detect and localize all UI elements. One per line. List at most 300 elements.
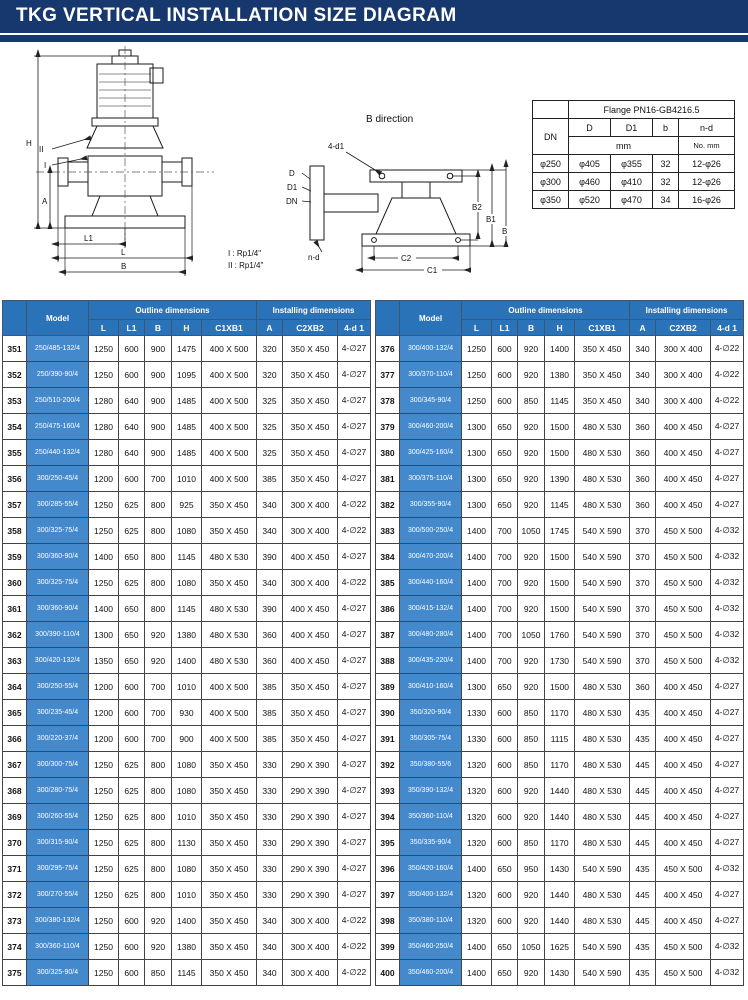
- model-cell: 300/270-55/4: [27, 882, 89, 908]
- dimension-cell: 625: [119, 492, 145, 518]
- dimension-cell: 600: [492, 336, 518, 362]
- dimension-cell: 325: [257, 414, 283, 440]
- dimension-cell: 1250: [462, 362, 492, 388]
- dimension-cell: 1050: [518, 518, 545, 544]
- dimension-cell: 650: [492, 856, 518, 882]
- dimension-cell: 330: [257, 778, 283, 804]
- model-cell: 350/380-110/4: [400, 908, 462, 934]
- dimension-cell: 950: [518, 856, 545, 882]
- dimension-cell: 540 X 590: [575, 570, 630, 596]
- dimension-cell: 370: [630, 622, 656, 648]
- row-number-cell: 381: [376, 466, 400, 492]
- dimension-cell: 650: [119, 622, 145, 648]
- installing-group-header: Installing dimensions: [257, 301, 371, 320]
- dimension-cell: 920: [518, 544, 545, 570]
- dimension-cell: 350 X 450: [283, 726, 338, 752]
- dim-label-c1: C1: [427, 266, 438, 275]
- dimension-cell: 920: [145, 648, 172, 674]
- dimension-cell: 450 X 500: [656, 518, 711, 544]
- dimension-cell: 1400: [462, 570, 492, 596]
- dimension-cell: 480 X 530: [575, 752, 630, 778]
- dimension-cell: 400 X 450: [656, 804, 711, 830]
- dimension-cell: 400 X 500: [202, 362, 257, 388]
- table-row: [3, 518, 371, 544]
- dimension-cell: 435: [630, 700, 656, 726]
- dim-label-nd: n-d: [308, 253, 320, 262]
- col-model-header: Model: [27, 301, 89, 336]
- dimension-cell: 800: [145, 544, 172, 570]
- dimension-cell: 4-∅32: [711, 570, 744, 596]
- dimension-cell: 4-∅27: [338, 388, 371, 414]
- dimension-cell: 4-∅32: [711, 622, 744, 648]
- row-number-cell: 368: [3, 778, 27, 804]
- dimension-cell: 1400: [462, 934, 492, 960]
- dimension-cell: 1390: [545, 466, 575, 492]
- dimension-cell: 340: [257, 908, 283, 934]
- dimension-cell: 360: [630, 674, 656, 700]
- dimension-cell: 600: [492, 830, 518, 856]
- row-number-cell: 383: [376, 518, 400, 544]
- dimension-cell: 445: [630, 830, 656, 856]
- model-cell: 300/400-132/4: [400, 336, 462, 362]
- dimension-cell: 920: [518, 804, 545, 830]
- dimension-cell: 1130: [172, 830, 202, 856]
- flange-col-nd: n-d: [679, 119, 735, 137]
- flange-cell: 32: [653, 173, 679, 191]
- dimension-cell: 800: [145, 804, 172, 830]
- table-row: [376, 388, 744, 414]
- table-row: [3, 336, 371, 362]
- dimension-cell: 700: [492, 622, 518, 648]
- dimension-cell: 300 X 400: [656, 388, 711, 414]
- table-row: [533, 119, 735, 137]
- dimension-cell: 650: [119, 596, 145, 622]
- dimension-cell: 600: [119, 960, 145, 986]
- dimension-cell: 385: [257, 700, 283, 726]
- row-number-cell: 377: [376, 362, 400, 388]
- table-row: [376, 648, 744, 674]
- dimension-cell: 350 X 450: [202, 570, 257, 596]
- model-cell: 300/220-37/4: [27, 726, 89, 752]
- flange-col-b: b: [653, 119, 679, 137]
- dimension-cell: 385: [257, 466, 283, 492]
- model-cell: 250/390-90/4: [27, 362, 89, 388]
- dimension-cell: 450 X 500: [656, 570, 711, 596]
- dimension-cell: 360: [630, 492, 656, 518]
- dimension-cell: 400 X 450: [656, 830, 711, 856]
- port-label-ii: II: [39, 145, 44, 154]
- dimension-cell: 800: [145, 492, 172, 518]
- row-number-cell: 398: [376, 908, 400, 934]
- table-row: [533, 191, 735, 209]
- dimension-cell: 1400: [462, 544, 492, 570]
- model-cell: 300/250-45/4: [27, 466, 89, 492]
- dimension-cell: 920: [518, 492, 545, 518]
- dimension-cell: 4-∅22: [711, 336, 744, 362]
- note-port-ii: II : Rp1/4": [228, 261, 264, 270]
- table-header-row: [376, 301, 744, 320]
- dimension-cell: 480 X 530: [575, 908, 630, 934]
- spec-table-left: [2, 300, 371, 986]
- table-row: [3, 908, 371, 934]
- dimension-cell: 370: [630, 518, 656, 544]
- dimension-cell: 400 X 450: [656, 778, 711, 804]
- dimension-cell: 400 X 500: [202, 674, 257, 700]
- dimension-cell: 400 X 450: [656, 414, 711, 440]
- dimension-cell: 350 X 450: [202, 830, 257, 856]
- dimension-cell: 445: [630, 752, 656, 778]
- dimension-cell: 360: [630, 466, 656, 492]
- dimension-cell: 1250: [462, 388, 492, 414]
- dimension-cell: 290 X 390: [283, 752, 338, 778]
- row-number-cell: 364: [3, 674, 27, 700]
- row-number-cell: 396: [376, 856, 400, 882]
- dimension-cell: 1380: [545, 362, 575, 388]
- dimension-cell: 650: [492, 414, 518, 440]
- model-cell: 350/460-200/4: [400, 960, 462, 986]
- dimension-cell: 1400: [462, 518, 492, 544]
- title-underline: [0, 33, 748, 35]
- dimension-cell: 1145: [172, 596, 202, 622]
- dimension-cell: 340: [630, 388, 656, 414]
- dimension-cell: 1760: [545, 622, 575, 648]
- row-number-cell: 355: [3, 440, 27, 466]
- dimension-cell: 1430: [545, 960, 575, 986]
- flange-cell: φ470: [611, 191, 653, 209]
- table-row: [3, 960, 371, 986]
- dimension-cell: 4-∅27: [338, 856, 371, 882]
- dimension-cell: 1115: [545, 726, 575, 752]
- model-cell: 250/440-132/4: [27, 440, 89, 466]
- table-row: [376, 778, 744, 804]
- dimension-cell: 600: [119, 362, 145, 388]
- spec-tables: [0, 298, 748, 986]
- dimension-cell: 350 X 450: [202, 804, 257, 830]
- dimension-cell: 1400: [545, 336, 575, 362]
- row-number-cell: 393: [376, 778, 400, 804]
- dimension-cell: 1500: [545, 674, 575, 700]
- col-model-header: Model: [400, 301, 462, 336]
- dimension-cell: 1250: [89, 362, 119, 388]
- dimension-cell: 4-∅32: [711, 518, 744, 544]
- dimension-cell: 400 X 500: [202, 336, 257, 362]
- dimension-cell: 350 X 450: [202, 934, 257, 960]
- dim-label-c2: C2: [401, 254, 412, 263]
- dimension-cell: 350 X 450: [575, 362, 630, 388]
- table-row: [3, 466, 371, 492]
- table-row: [376, 362, 744, 388]
- dimension-cell: 1500: [545, 570, 575, 596]
- dimension-cell: 1745: [545, 518, 575, 544]
- dimension-cell: 400 X 450: [656, 700, 711, 726]
- dimension-cell: 625: [119, 856, 145, 882]
- dimension-cell: 1250: [89, 856, 119, 882]
- dimension-cell: 920: [518, 440, 545, 466]
- row-number-cell: 373: [3, 908, 27, 934]
- table-row: [3, 622, 371, 648]
- dimension-cell: 400 X 450: [656, 674, 711, 700]
- dimension-cell: 435: [630, 856, 656, 882]
- model-cell: 350/380-55/6: [400, 752, 462, 778]
- row-number-cell: 358: [3, 518, 27, 544]
- dimension-cell: 480 X 530: [575, 414, 630, 440]
- row-number-cell: 371: [3, 856, 27, 882]
- dimension-cell: 1280: [89, 414, 119, 440]
- dimension-cell: 4-∅27: [338, 830, 371, 856]
- flange-cell: φ350: [533, 191, 569, 209]
- table-row: [3, 700, 371, 726]
- flange-unit-mm: mm: [569, 137, 679, 155]
- dimension-cell: 1200: [89, 700, 119, 726]
- dimension-cell: 400 X 450: [656, 752, 711, 778]
- dimension-cell: 1300: [462, 466, 492, 492]
- dimension-cell: 700: [145, 700, 172, 726]
- dimension-cell: 300 X 400: [283, 518, 338, 544]
- dimension-cell: 800: [145, 882, 172, 908]
- dim-label-b1: B1: [486, 215, 496, 224]
- model-cell: 350/400-132/4: [400, 882, 462, 908]
- row-number-cell: 365: [3, 700, 27, 726]
- dimension-cell: 600: [492, 908, 518, 934]
- dimension-cell: 450 X 500: [656, 934, 711, 960]
- dimension-cell: 1250: [462, 336, 492, 362]
- table-row: [3, 414, 371, 440]
- dimension-cell: 4-∅27: [338, 804, 371, 830]
- dimension-cell: 4-∅32: [711, 856, 744, 882]
- dimension-cell: 1300: [462, 674, 492, 700]
- dimension-cell: 300 X 400: [656, 362, 711, 388]
- dimension-cell: 1050: [518, 934, 545, 960]
- dimension-cell: 920: [145, 908, 172, 934]
- dimension-cell: 1485: [172, 440, 202, 466]
- dimension-cell: 700: [145, 674, 172, 700]
- dimension-cell: 4-∅27: [711, 440, 744, 466]
- dimension-cell: 1145: [172, 544, 202, 570]
- dimension-cell: 480 X 530: [575, 674, 630, 700]
- flange-cell: φ405: [569, 155, 611, 173]
- dimension-cell: 625: [119, 752, 145, 778]
- dimension-cell: 400 X 500: [202, 466, 257, 492]
- dimension-cell: 290 X 390: [283, 778, 338, 804]
- model-cell: 300/390-110/4: [27, 622, 89, 648]
- dimension-cell: 350 X 450: [283, 700, 338, 726]
- row-number-cell: 372: [3, 882, 27, 908]
- dimension-cell: 600: [119, 700, 145, 726]
- table-row: [376, 908, 744, 934]
- dimension-cell: 1250: [89, 960, 119, 986]
- dimension-cell: 4-∅27: [338, 622, 371, 648]
- dimension-cell: 4-∅22: [338, 934, 371, 960]
- model-cell: 300/295-75/4: [27, 856, 89, 882]
- dimension-cell: 445: [630, 882, 656, 908]
- dimension-cell: 1250: [89, 570, 119, 596]
- dimension-cell: 640: [119, 440, 145, 466]
- dimension-cell: 350 X 450: [202, 882, 257, 908]
- dimension-cell: 450 X 500: [656, 856, 711, 882]
- flange-table-title: Flange PN16-GB4216.5: [569, 101, 735, 119]
- col-header-l: L: [89, 320, 119, 336]
- dimension-cell: 1440: [545, 908, 575, 934]
- col-header-a: A: [630, 320, 656, 336]
- table-row: [376, 440, 744, 466]
- dimension-cell: 625: [119, 778, 145, 804]
- dimension-cell: 340: [257, 518, 283, 544]
- row-number-cell: 360: [3, 570, 27, 596]
- dimension-cell: 1080: [172, 570, 202, 596]
- dimension-cell: 540 X 590: [575, 856, 630, 882]
- dimension-cell: 1400: [462, 960, 492, 986]
- installing-group-header: Installing dimensions: [630, 301, 744, 320]
- row-number-cell: 392: [376, 752, 400, 778]
- dimension-cell: 800: [145, 778, 172, 804]
- dimension-cell: 1320: [462, 778, 492, 804]
- flange-cell: 34: [653, 191, 679, 209]
- dimension-cell: 650: [119, 544, 145, 570]
- dimension-cell: 600: [119, 726, 145, 752]
- flange-cell: φ410: [611, 173, 653, 191]
- dimension-cell: 390: [257, 596, 283, 622]
- row-number-cell: 399: [376, 934, 400, 960]
- table-row: [3, 830, 371, 856]
- table-row: [376, 700, 744, 726]
- dimension-cell: 4-∅22: [711, 362, 744, 388]
- dimension-cell: 600: [492, 362, 518, 388]
- dimension-cell: 540 X 590: [575, 544, 630, 570]
- dimension-cell: 1440: [545, 882, 575, 908]
- table-row: [376, 674, 744, 700]
- dimension-cell: 700: [492, 596, 518, 622]
- dimension-cell: 400 X 500: [202, 414, 257, 440]
- dimension-cell: 330: [257, 752, 283, 778]
- table-row: [376, 934, 744, 960]
- dimension-cell: 400 X 450: [283, 596, 338, 622]
- dimension-cell: 4-∅27: [338, 700, 371, 726]
- model-cell: 350/390-132/4: [400, 778, 462, 804]
- dimension-cell: 1250: [89, 778, 119, 804]
- dimension-cell: 350 X 450: [202, 908, 257, 934]
- row-number-cell: 375: [3, 960, 27, 986]
- table-row: [376, 414, 744, 440]
- dimension-cell: 350 X 450: [283, 336, 338, 362]
- dimension-cell: 1200: [89, 466, 119, 492]
- dimension-cell: 700: [145, 466, 172, 492]
- flange-table: [532, 100, 735, 209]
- dimension-cell: 1320: [462, 804, 492, 830]
- model-cell: 350/305-75/4: [400, 726, 462, 752]
- dimension-cell: 370: [630, 596, 656, 622]
- dimension-cell: 480 X 530: [575, 830, 630, 856]
- dimension-cell: 540 X 590: [575, 596, 630, 622]
- dim-label-dn: DN: [286, 197, 298, 206]
- flange-col-dn: DN: [533, 119, 569, 155]
- dimension-cell: 350 X 450: [283, 362, 338, 388]
- dimension-cell: 300 X 400: [283, 492, 338, 518]
- dimension-cell: 1400: [462, 596, 492, 622]
- col-header-l1: L1: [119, 320, 145, 336]
- row-number-cell: 352: [3, 362, 27, 388]
- dimension-cell: 540 X 590: [575, 518, 630, 544]
- dimension-cell: 480 X 530: [202, 596, 257, 622]
- table-row: [3, 752, 371, 778]
- dimension-cell: 4-∅27: [711, 752, 744, 778]
- dimension-cell: 350 X 450: [202, 960, 257, 986]
- table-row: [376, 544, 744, 570]
- dimension-cell: 4-∅22: [711, 388, 744, 414]
- dimension-cell: 1500: [545, 544, 575, 570]
- dimension-cell: 1300: [89, 622, 119, 648]
- model-cell: 300/425-160/4: [400, 440, 462, 466]
- dimension-cell: 700: [492, 518, 518, 544]
- row-number-cell: 369: [3, 804, 27, 830]
- dimension-cell: 800: [145, 830, 172, 856]
- dimension-cell: 900: [145, 440, 172, 466]
- model-cell: 300/375-110/4: [400, 466, 462, 492]
- model-cell: 300/280-75/4: [27, 778, 89, 804]
- dimension-cell: 920: [518, 674, 545, 700]
- dimension-cell: 540 X 590: [575, 960, 630, 986]
- dimension-cell: 1250: [89, 336, 119, 362]
- table-row: [376, 622, 744, 648]
- row-number-cell: 354: [3, 414, 27, 440]
- dimension-cell: 4-∅22: [338, 570, 371, 596]
- dimension-cell: 850: [518, 700, 545, 726]
- table-row: [376, 804, 744, 830]
- dimension-cell: 1320: [462, 752, 492, 778]
- dimension-cell: 1280: [89, 388, 119, 414]
- dimension-cell: 4-∅27: [711, 674, 744, 700]
- dimension-cell: 1330: [462, 726, 492, 752]
- table-row: [3, 934, 371, 960]
- dimension-cell: 325: [257, 440, 283, 466]
- dimension-cell: 640: [119, 414, 145, 440]
- dimension-cell: 400 X 450: [656, 440, 711, 466]
- model-cell: 300/420-132/4: [27, 648, 89, 674]
- table-row: [533, 173, 735, 191]
- dimension-cell: 4-∅27: [338, 674, 371, 700]
- dimension-cell: 4-∅27: [711, 804, 744, 830]
- dimension-cell: 800: [145, 570, 172, 596]
- dimension-cell: 480 X 530: [575, 492, 630, 518]
- dimension-cell: 1400: [89, 544, 119, 570]
- dimension-cell: 350 X 450: [283, 440, 338, 466]
- dimension-cell: 1170: [545, 830, 575, 856]
- dimension-cell: 480 X 530: [202, 648, 257, 674]
- dimension-cell: 300 X 400: [283, 908, 338, 934]
- table-header-row: [3, 301, 371, 320]
- row-number-cell: 387: [376, 622, 400, 648]
- dimension-cell: 920: [518, 414, 545, 440]
- dimension-cell: 650: [492, 466, 518, 492]
- dimension-cell: 800: [145, 752, 172, 778]
- dimension-cell: 4-∅27: [338, 752, 371, 778]
- model-cell: 300/325-75/4: [27, 518, 89, 544]
- dimension-cell: 1200: [89, 726, 119, 752]
- row-number-cell: 385: [376, 570, 400, 596]
- dimension-cell: 1400: [172, 648, 202, 674]
- dimension-cell: 340: [257, 960, 283, 986]
- dimension-cell: 480 X 530: [575, 700, 630, 726]
- dimension-cell: 1300: [462, 440, 492, 466]
- dimension-cell: 450 X 500: [656, 596, 711, 622]
- dimension-cell: 1095: [172, 362, 202, 388]
- dimension-cell: 480 X 530: [575, 882, 630, 908]
- spec-table-right: [375, 300, 744, 986]
- table-row: [3, 492, 371, 518]
- dimension-cell: 4-∅32: [711, 648, 744, 674]
- dim-label-a: A: [42, 197, 48, 206]
- row-number-cell: 359: [3, 544, 27, 570]
- table-row: [376, 856, 744, 882]
